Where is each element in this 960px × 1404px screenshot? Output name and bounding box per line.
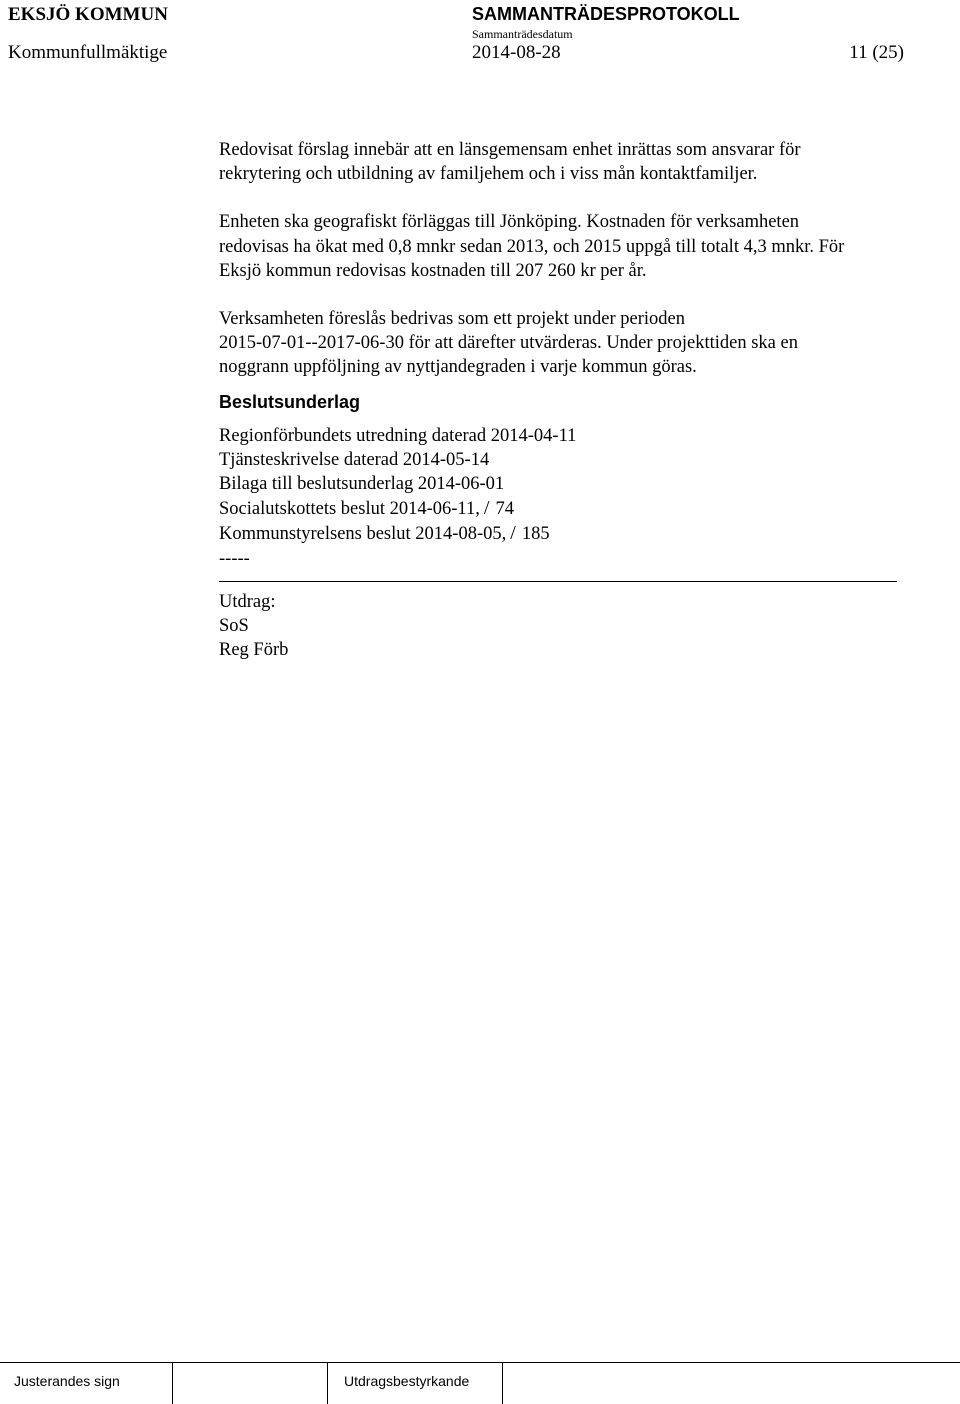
text-line: noggrann uppföljning av nyttjandegraden i varje kommun göras. xyxy=(219,357,697,378)
paragraph-2 xyxy=(219,210,909,283)
text-line: 2015-07-01--2017-06-30 för att därefter utvärderas. Under projekttiden ska en xyxy=(219,333,798,354)
basis-list xyxy=(219,424,909,571)
section-symbol: / xyxy=(483,497,490,520)
footer-rule xyxy=(0,1362,960,1363)
basis-item: Socialutskottets beslut 2014-06-11, xyxy=(219,499,480,520)
basis-item: Kommunstyrelsens beslut 2014-08-05, xyxy=(219,524,507,545)
section-number: 74 xyxy=(495,499,514,520)
footer-divider xyxy=(172,1362,173,1404)
footer-divider xyxy=(327,1362,328,1404)
footer-divider xyxy=(502,1362,503,1404)
meeting-date-label: Sammanträdesdatum xyxy=(472,27,573,41)
basis-heading: Beslutsunderlag xyxy=(219,391,361,412)
paragraph-1 xyxy=(219,138,909,186)
basis-item: Regionförbundets utredning daterad 2014-04-11 xyxy=(219,425,577,446)
text-line: Enheten ska geografiskt förläggas till Jönköping. Kostnaden för verksamheten xyxy=(219,212,800,233)
separator: ----- xyxy=(219,548,250,569)
paragraph-3 xyxy=(219,307,909,380)
basis-item: Tjänsteskrivelse daterad 2014-05-14 xyxy=(219,449,490,470)
meeting-date: 2014-08-28 xyxy=(472,42,561,63)
text-line: redovisas ha ökat med 0,8 mnkr sedan 2013, och 2015 uppgå till totalt 4,3 mnkr. För xyxy=(219,236,845,257)
decision-body: Kommunfullmäktige xyxy=(8,42,168,63)
signature-label: Justerandes sign xyxy=(14,1373,120,1389)
recipient: Reg Förb xyxy=(219,640,289,661)
protocol-body xyxy=(219,138,909,662)
horizontal-rule xyxy=(219,581,897,590)
organization-name: EKSJÖ KOMMUN xyxy=(8,4,168,25)
text-line: rekrytering och utbildning av familjehem och i viss mån kontaktfamiljer. xyxy=(219,164,758,185)
distribution xyxy=(219,590,909,663)
text-line: Eksjö kommun redovisas kostnaden till 207 260 kr per år. xyxy=(219,260,647,281)
recipient: SoS xyxy=(219,616,249,637)
text-line: Verksamheten föreslås bedrivas som ett projekt under perioden xyxy=(219,309,685,330)
page-number: 11 (25) xyxy=(849,42,904,63)
distribution-label: Utdrag: xyxy=(219,591,276,612)
document-type: SAMMANTRÄDESPROTOKOLL xyxy=(472,4,740,24)
certification-label: Utdragsbestyrkande xyxy=(344,1373,470,1389)
section-symbol: / xyxy=(510,522,516,545)
text-line: Redovisat förslag innebär att en länsgemensam enhet inrättas som ansvarar för xyxy=(219,140,801,160)
basis-item: Bilaga till beslutsunderlag 2014-06-01 xyxy=(219,474,505,495)
section-number: 185 xyxy=(521,524,550,545)
